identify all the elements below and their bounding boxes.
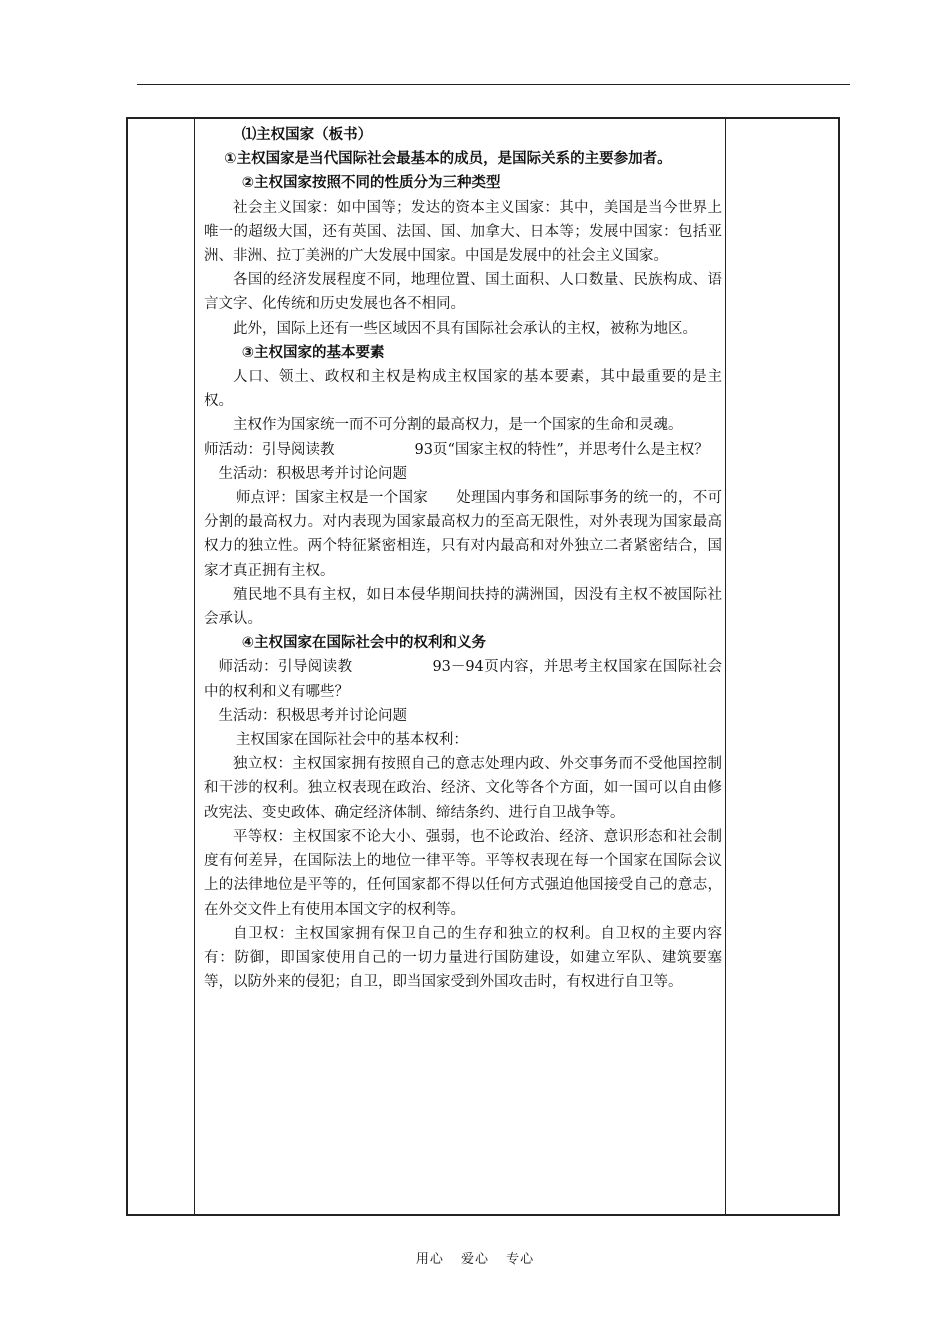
paragraph-colony: 殖民地不具有主权，如日本侵华期间扶持的满洲国，因没有主权不被国际社会承认。: [204, 586, 722, 628]
paragraph-regions: 此外，国际上还有一些区域因不具有国际社会承认的主权，被称为地区。: [233, 320, 697, 337]
teacher-activity-1-label: 师活动：引导阅读教: [204, 441, 335, 458]
teacher-comment-label: 师点评：国家主权是一个国家: [235, 490, 428, 507]
teacher-activity-2-rest: 93－94页内容，并思考主权国家在国际社会中的权利和义有哪些？: [204, 659, 722, 700]
teacher-activity-2: [204, 655, 722, 703]
paragraph-independence: 独立权：主权国家拥有按照自己的意志处理内政、外交事务而不受他国控制和干涉的权利。独立权表现在政治、经济、文化等各个方面，如一国可以自由修改宪法、变史政体、确定经济体制、缔结条约、进行自卫战争等。: [204, 756, 722, 821]
lesson-table: [126, 117, 840, 1216]
student-activity-1: 生活动：积极思考并讨论问题: [218, 465, 407, 482]
point-1: ①主权国家是当代国际社会最基本的成员，是国际关系的主要参加者。: [224, 151, 672, 168]
paragraph-sovereignty: 主权作为国家统一而不可分割的最高权力，是一个国家的生命和灵魂。: [233, 417, 683, 434]
column-divider-2: [725, 119, 726, 1214]
paragraph-state-types: 社会主义国家：如中国等；发达的资本主义国家：其中，美国是当今世界上唯一的超级大国，还有英国、法国、国、加拿大、日本等；发展中国家：包括亚洲、非洲、拉丁美洲的广大发展中国家。中国是发展中的社会主义国家。: [204, 199, 722, 265]
point-2: ②主权国家按照不同的性质分为三种类型: [241, 175, 501, 192]
basic-rights-heading: 主权国家在国际社会中的基本权利：: [235, 732, 468, 749]
point-3: ③主权国家的基本要素: [241, 344, 385, 361]
teacher-activity-1-rest: 93页“国家主权的特性”，并思考什么是主权？: [414, 441, 709, 458]
student-activity-2: 生活动：积极思考并讨论问题: [218, 707, 407, 724]
header-rule: [137, 84, 850, 85]
point-4: ④主权国家在国际社会中的权利和义务: [241, 635, 486, 652]
paragraph-differences: 各国的经济发展程度不同，地理位置、国土面积、人口数量、民族构成、语言文字、化传统和历史发展也各不相同。: [204, 272, 722, 313]
lesson-content-cell: [204, 123, 722, 994]
column-divider-1: [194, 119, 195, 1214]
paragraph-equality: 平等权：主权国家不论大小、强弱，也不论政治、经济、意识形态和社会制度有何差异，在国际法上的地位一律平等。平等权表现在每一个国家在国际会议上的法律地位是平等的，任何国家都不得以任何方式强迫他国接受自己的意志，在外交文件上有使用本国文字的权利等。: [204, 828, 722, 918]
teacher-comment-rest: 处理国内事务和国际事务的统一的，不可分割的最高权力。对内表现为国家最高权力的至高无限性，对外表现为国家最高权力的独立性。两个特征紧密相连，只有对内最高和对外独立二者紧密结合，国家才真正拥有主权。: [204, 490, 722, 579]
teacher-comment: [204, 486, 722, 583]
page-footer: 用心 爱心 专心: [415, 1252, 535, 1267]
teacher-activity-1: [204, 438, 722, 462]
heading-sovereign-state: ⑴主权国家（板书）: [241, 127, 373, 143]
paragraph-elements: 人口、领土、政权和主权是构成主权国家的基本要素，其中最重要的是主权。: [204, 369, 722, 410]
paragraph-self-defense: 自卫权：主权国家拥有保卫自己的生存和独立的权利。自卫权的主要内容有：防御，即国家使用自己的一切力量进行国防建设，如建立军队、建筑要塞等，以防外来的侵犯；自卫，即当国家受到外国攻击时，有权进行自卫等。: [204, 925, 722, 991]
teacher-activity-2-label: 师活动：引导阅读教: [218, 659, 353, 676]
